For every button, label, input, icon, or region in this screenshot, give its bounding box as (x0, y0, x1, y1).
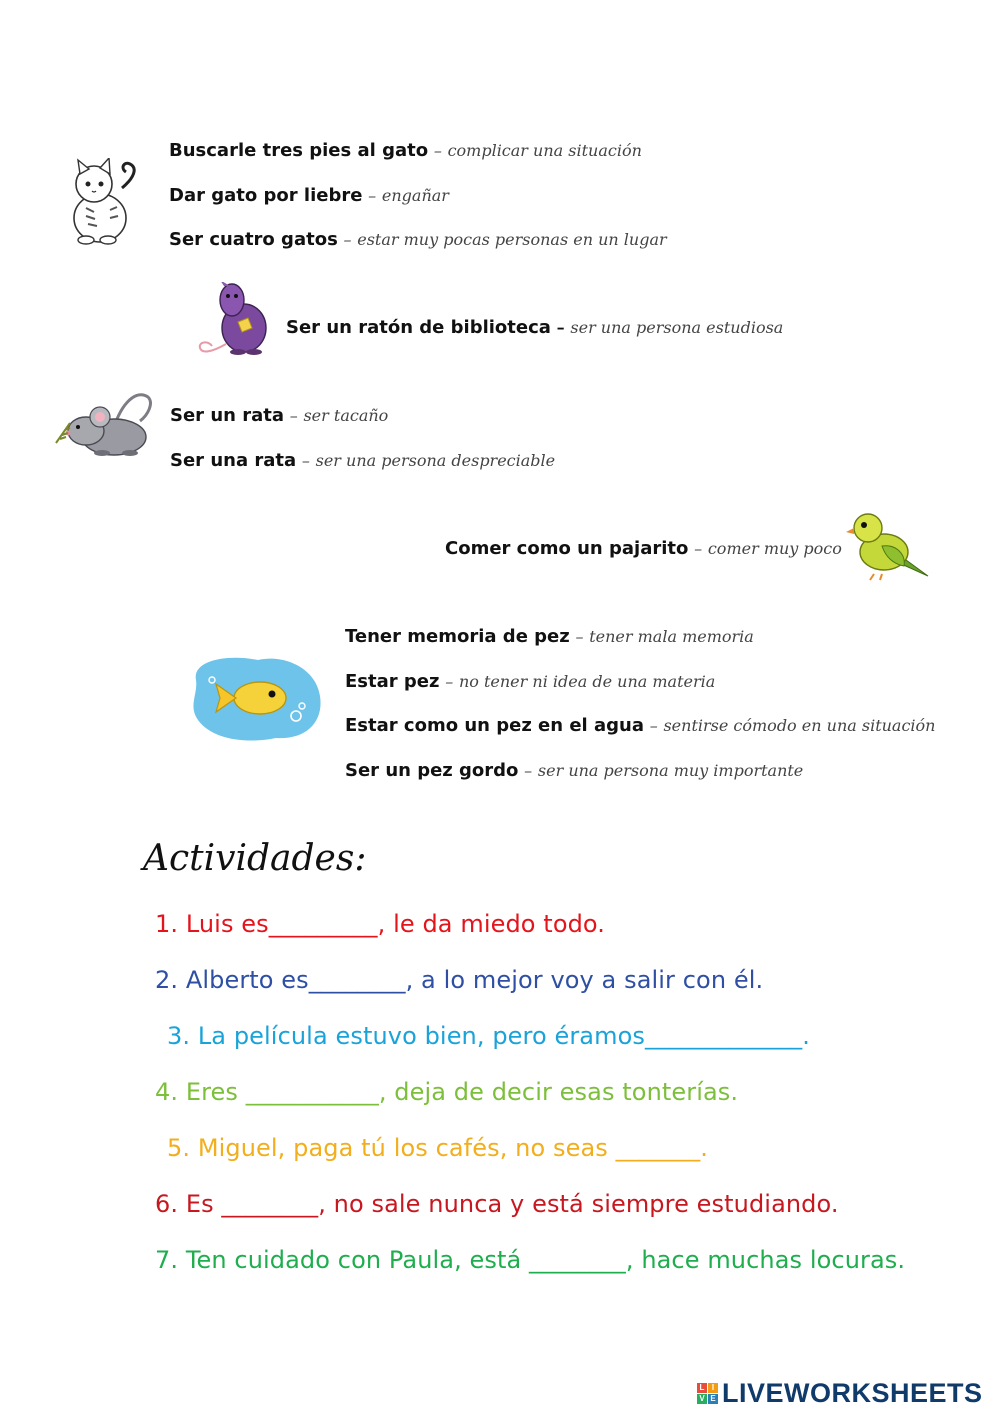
idiom-term: Buscarle tres pies al gato (169, 140, 429, 161)
activity-item-4[interactable]: 4. Eres ___________, deja de decir esas tonterías. (155, 1078, 739, 1106)
bird-illustration (844, 508, 930, 582)
idiom-term: Ser un pez gordo (345, 760, 519, 781)
idiom-meaning: comer muy poco (707, 539, 842, 558)
idiom-meaning: no tener ni idea de una materia (458, 672, 716, 691)
activity-item-1[interactable]: 1. Luis es_________, le da miedo todo. (155, 910, 606, 938)
idiom-fish-3 (345, 715, 935, 736)
idiom-rat-1 (170, 405, 388, 426)
logo-grid-icon (697, 1383, 718, 1404)
idiom-meaning: ser una persona estudiosa (570, 318, 784, 337)
idiom-meaning: ser tacaño (303, 406, 389, 425)
idiom-separator: – (368, 186, 377, 205)
idiom-term: Comer como un pajarito (445, 538, 689, 559)
idiom-separator: – (575, 627, 584, 646)
fish-illustration (188, 650, 324, 744)
idiom-term: Estar pez (345, 671, 440, 692)
idiom-meaning: tener mala memoria (589, 627, 754, 646)
idiom-mouse-1 (286, 317, 783, 338)
idiom-fish-4 (345, 760, 803, 781)
logo-letter: V (697, 1394, 707, 1404)
idiom-separator: – (343, 230, 352, 249)
idiom-separator: – (694, 539, 703, 558)
logo-letter: E (708, 1394, 718, 1404)
activity-item-3[interactable]: 3. La película estuvo bien, pero éramos_____________. (167, 1022, 811, 1050)
idiom-term: Ser cuatro gatos (169, 229, 338, 250)
activities-heading: Actividades: (143, 838, 367, 879)
idiom-separator: – (433, 141, 442, 160)
idiom-meaning: sentirse cómodo en una situación (663, 716, 936, 735)
idiom-meaning: ser una persona muy importante (537, 761, 804, 780)
activity-item-6[interactable]: 6. Es ________, no sale nunca y está siempre estudiando. (155, 1190, 839, 1218)
liveworksheets-logo[interactable] (697, 1378, 983, 1409)
idiom-term: Tener memoria de pez (345, 626, 570, 647)
logo-letter: L (697, 1383, 707, 1393)
idiom-fish-1 (345, 626, 754, 647)
idiom-meaning: estar muy pocas personas en un lugar (357, 230, 667, 249)
idiom-separator: – (524, 761, 533, 780)
idiom-term: Estar como un pez en el agua (345, 715, 644, 736)
idiom-separator: – (289, 406, 298, 425)
activity-item-7[interactable]: 7. Ten cuidado con Paula, está ________, hace muchas locuras. (155, 1246, 906, 1274)
idiom-term: Ser un rata (170, 405, 284, 426)
activity-item-5[interactable]: 5. Miguel, paga tú los cafés, no seas _______. (167, 1134, 709, 1162)
logo-letter: I (708, 1383, 718, 1393)
idiom-term: Ser un ratón de biblioteca (286, 317, 551, 338)
mouse-illustration (198, 282, 272, 360)
idiom-bird-1 (445, 538, 842, 559)
idiom-cat-1 (169, 140, 642, 161)
idiom-rat-2 (170, 450, 555, 471)
idiom-term: Ser una rata (170, 450, 297, 471)
idiom-meaning: engañar (381, 186, 449, 205)
idiom-separator: – (556, 318, 565, 337)
logo-text: LIVEWORKSHEETS (722, 1378, 983, 1408)
idiom-fish-2 (345, 671, 715, 692)
idiom-separator: – (301, 451, 310, 470)
activity-item-2[interactable]: 2. Alberto es________, a lo mejor voy a salir con él. (155, 966, 764, 994)
idiom-cat-3 (169, 229, 667, 250)
rat-illustration (52, 387, 152, 463)
idiom-separator: – (649, 716, 658, 735)
idiom-meaning: complicar una situación (447, 141, 642, 160)
idiom-separator: – (445, 672, 454, 691)
idiom-term: Dar gato por liebre (169, 185, 363, 206)
cat-illustration (64, 158, 144, 246)
idiom-meaning: ser una persona despreciable (315, 451, 556, 470)
idiom-cat-2 (169, 185, 449, 206)
